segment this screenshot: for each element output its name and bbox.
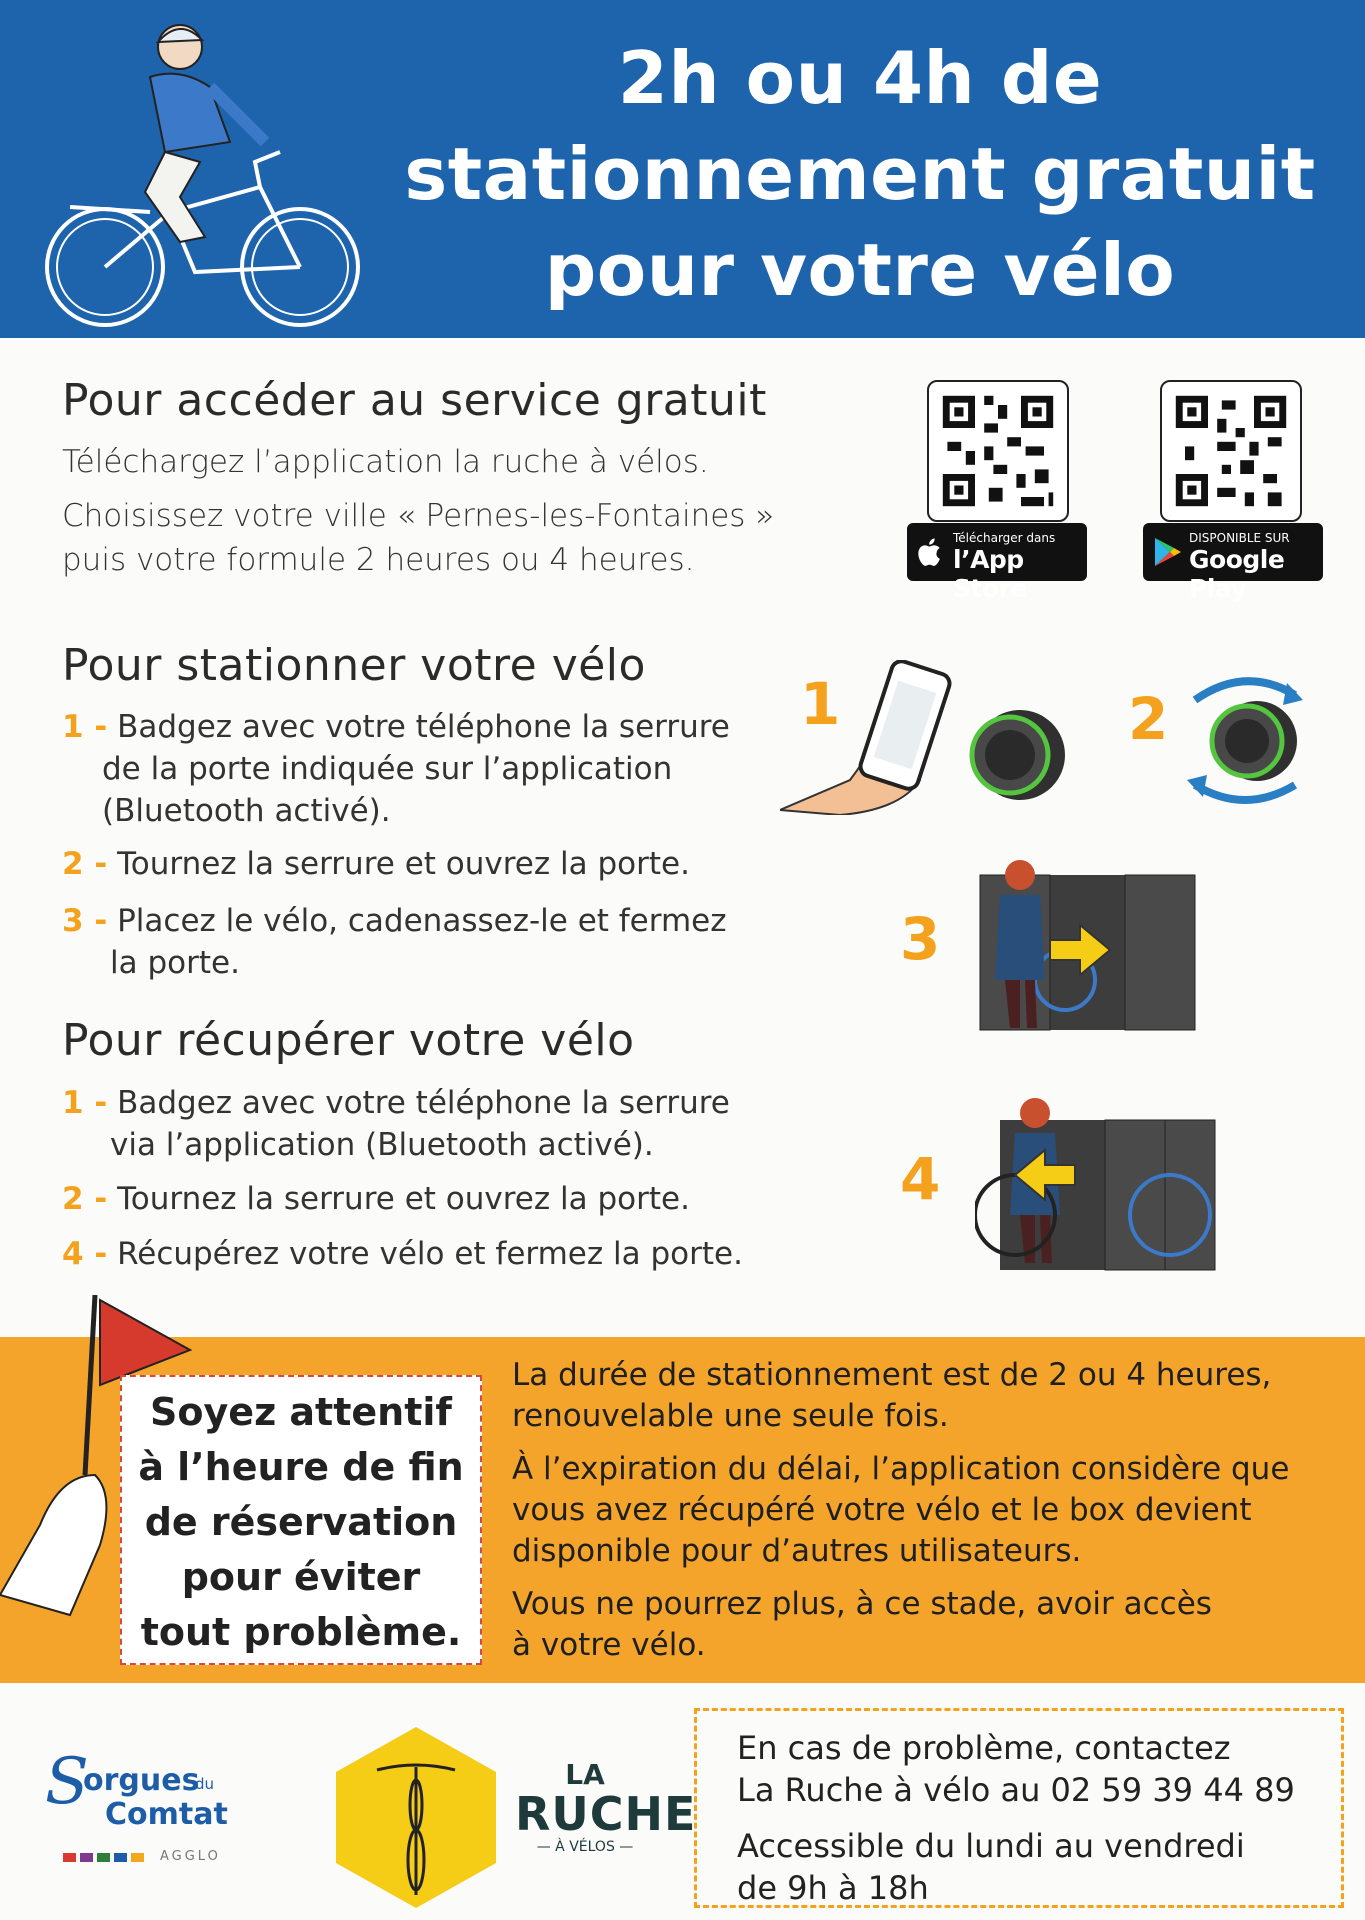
warning-line: de réservation (144, 1500, 458, 1544)
la-ruche-wordmark (515, 1758, 697, 1856)
park-step-3 (62, 900, 782, 984)
google-play-small-label: DISPONIBLE SUR (1189, 531, 1290, 545)
access-line-1: Téléchargez l’application la ruche à vélos. (62, 444, 709, 480)
step-text: Tournez la serrure et ouvrez la porte. (117, 846, 690, 882)
paragraph-line: à votre vélo. (512, 1627, 706, 1663)
hours-paragraph (737, 1825, 1341, 1909)
retrieve-step-2 (62, 1178, 782, 1220)
illustration-number-2: 2 (1128, 685, 1169, 753)
warning-line: pour éviter (181, 1555, 421, 1599)
cyclist-illustration (30, 12, 360, 332)
step-text: Récupérez votre vélo et fermez la porte. (117, 1236, 743, 1272)
step-text: via l’application (Bluetooth activé). (110, 1127, 654, 1163)
la-ruche-hexagon-logo (332, 1725, 500, 1910)
step-text: Placez le vélo, cadenassez-le et fermez (117, 903, 727, 939)
google-play-badge[interactable] (1143, 523, 1323, 603)
contact-box (694, 1708, 1344, 1908)
illustration-number-3: 3 (900, 905, 941, 973)
logo-text: — À VÉLOS — (536, 1839, 634, 1855)
contact-paragraph (737, 1727, 1341, 1811)
park-step-1 (62, 706, 782, 832)
step-number: 3 - (62, 903, 108, 939)
google-play-icon (1153, 536, 1183, 568)
step-text: Badgez avec votre téléphone la serrure (117, 1085, 730, 1121)
sorgues-du-comtat-logo (45, 1745, 245, 1865)
logo-text: LA (565, 1758, 605, 1791)
step-text: Tournez la serrure et ouvrez la porte. (117, 1181, 690, 1217)
paragraph-line: renouvelable une seule fois. (512, 1398, 949, 1434)
step-text: (Bluetooth activé). (102, 793, 391, 829)
logo-letter: S (45, 1745, 89, 1819)
step-number: 4 - (62, 1236, 108, 1272)
logo-text: orgues (83, 1763, 200, 1798)
warning-box (120, 1375, 482, 1665)
park-step-2 (62, 843, 782, 885)
title-line-2: stationnement gratuit (404, 132, 1316, 216)
step-text: la porte. (110, 945, 240, 981)
step-text: Badgez avec votre téléphone la serrure (117, 709, 730, 745)
illustration-number-1: 1 (800, 670, 841, 738)
qr-code-icon (929, 382, 1067, 520)
paragraph-line: À l’expiration du délai, l’application considère que (512, 1451, 1290, 1487)
duration-paragraph (512, 1355, 1352, 1437)
paragraph-line: Vous ne pourrez plus, à ce stade, avoir accès (512, 1586, 1212, 1622)
qr-code-icon (1162, 382, 1300, 520)
park-bike-illustration (975, 850, 1200, 1040)
warning-details (512, 1355, 1352, 1678)
app-store-big-label: l’App Store (953, 545, 1027, 603)
retrieve-heading: Pour récupérer votre vélo (62, 1015, 635, 1066)
logo-text: Comtat (105, 1797, 228, 1832)
paragraph-line: vous avez récupéré votre vélo et le box devient (512, 1492, 1252, 1528)
app-store-qr-code[interactable] (927, 380, 1069, 522)
logo-text: du (195, 1775, 215, 1793)
warning-line: Soyez attentif (150, 1390, 452, 1434)
paragraph-line: La durée de stationnement est de 2 ou 4 heures, (512, 1357, 1272, 1393)
google-play-qr-code[interactable] (1160, 380, 1302, 522)
access-line-3: puis votre formule 2 heures ou 4 heures. (62, 542, 695, 578)
no-access-paragraph (512, 1584, 1352, 1666)
illustration-number-4: 4 (900, 1145, 941, 1213)
retrieve-bike-illustration (975, 1085, 1225, 1275)
hours-line: Accessible du lundi au vendredi (737, 1827, 1245, 1865)
title-line-3: pour votre vélo (544, 228, 1176, 312)
logo-color-squares (63, 1853, 144, 1862)
google-play-big-label: Google Play (1189, 545, 1285, 603)
access-line-2: Choisissez votre ville « Pernes-les-Fontaines » (62, 498, 775, 534)
step-number: 2 - (62, 1181, 108, 1217)
access-heading: Pour accéder au service gratuit (62, 375, 767, 426)
step-number: 2 - (62, 846, 108, 882)
header-banner (0, 0, 1365, 338)
retrieve-step-3 (62, 1233, 782, 1275)
warning-line: à l’heure de fin (138, 1445, 464, 1489)
expiration-paragraph (512, 1449, 1352, 1572)
app-store-badge[interactable] (907, 523, 1087, 603)
phone-badge-illustration (780, 660, 1080, 815)
page-title (365, 30, 1355, 318)
step-number: 1 - (62, 1085, 108, 1121)
apple-icon (917, 535, 945, 569)
lock-rotate-illustration (1175, 665, 1315, 815)
retrieve-step-1 (62, 1082, 782, 1166)
step-text: de la porte indiquée sur l’application (102, 751, 673, 787)
contact-line: En cas de problème, contactez (737, 1729, 1231, 1767)
title-line-1: 2h ou 4h de (617, 36, 1103, 120)
phone-number[interactable]: La Ruche à vélo au 02 59 39 44 89 (737, 1771, 1295, 1809)
warning-line: tout problème. (140, 1610, 462, 1654)
step-number: 1 - (62, 709, 108, 745)
logo-text: RUCHE (515, 1787, 697, 1841)
paragraph-line: disponible pour d’autres utilisateurs. (512, 1533, 1082, 1569)
logo-text: AGGLO (160, 1849, 221, 1864)
park-heading: Pour stationner votre vélo (62, 640, 646, 691)
app-store-small-label: Télécharger dans (953, 531, 1056, 545)
hours-line: de 9h à 18h (737, 1869, 929, 1907)
